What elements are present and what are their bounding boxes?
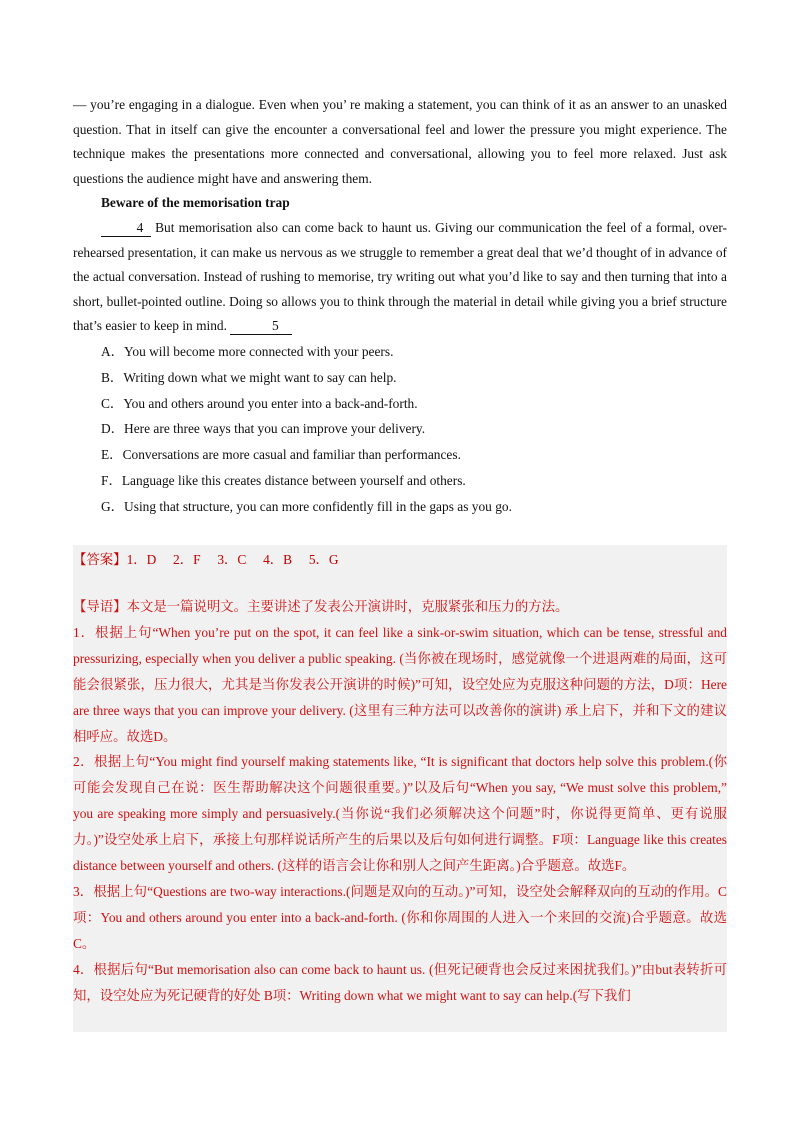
answer-label: 【答案】 [73,552,127,567]
option-b: B．Writing down what we might want to say can help. [101,369,397,385]
analysis-item-1: 1．根据上句“When you’re put on the spot, it can feel like a sink-or-swim situation, which can be tense, stressful and pressurizing, especially when you deliver a public speaking. (当你被在现场时，感觉就像一个进退两难的局面，这可能会很紧张，压力很大，尤其是当你发表公开演讲的时候)”可知，设空处应为克服这种问题的方法，D项：Here are three ways that you can improve your delivery. (这里有三种方法可以改善你的演讲) 承上启下，并和下文的建议相呼应。故选D。 [73,624,727,744]
analysis-section [73,594,727,1009]
analysis-item-2: 2．根据上句“You might find yourself making statements like, “It is significant that doctors help solve this problem.(你可能会发现自己在说：医生帮助解决这个问题很重要。)”以及后句“When you say, “We must solve this problem,” you are speaking more simply and persuasively.(当你说“我们必须解决这个问题”时，你说得更简单、更有说服力。)”设空处承上启下，承接上句那样说话所产生的后果以及后句如何进行调整。F项：Language like this creates distance between yourself and others. (这样的语言会让你和别人之间产生距离。)合乎题意。故选F。 [73,754,727,874]
option-c: C．You and others around you enter into a back-and-forth. [101,395,418,411]
passage-paragraph-1: — you’re engaging in a dialogue. Even when you’ re making a statement, you can think of it as an answer to an unasked question. That in itself can give the encounter a conversational feel and lower the pressure you might experience. The technique makes the presentations more connected and conversational, allowing you to feel more relaxed. Just ask questions the audience might have and answering them. [73,97,727,186]
analysis-item-3: 3．根据上句“Questions are two-way interactions.(问题是双向的互动。)”可知，设空处会解释双向的互动的作用。C项：You and others around you enter into a back-and-forth. (你和你周围的人进入一个来回的交流)合乎题意。故选C。 [73,883,727,951]
intro-text: 本文是一篇说明文。主要讲述了发表公开演讲时，克服紧张和压力的方法。 [126,599,569,614]
options-list [73,339,727,520]
analysis-item-4: 4．根据后句“But memorisation also can come back to haunt us. (但死记硬背也会反过来困扰我们。)”由but表转折可知，设空处应为死记硬背的好处 B项：Writing down what we might want to say can help.(写下我们 [73,961,727,1003]
intro-label: 【导语】 [73,599,127,614]
option-a: A．You will become more connected with your peers. [101,343,394,359]
passage [73,93,727,520]
answer-line [73,548,727,572]
blank-5[interactable]: 5 [230,318,292,335]
analysis-intro [73,594,727,620]
option-g: G．Using that structure, you can more confidently fill in the gaps as you go. [101,498,512,514]
answer-text: 1．D 2．F 3．C 4．B 5．G [126,552,339,567]
option-d: D．Here are three ways that you can improve your delivery. [101,421,426,437]
option-e: E．Conversations are more casual and familiar than performances. [101,447,461,463]
blank-4[interactable]: 4 [101,220,151,237]
option-f: F．Language like this creates distance between yourself and others. [101,472,466,488]
section-heading: Beware of the memorisation trap [101,195,290,211]
passage-paragraph-2-text: But memorisation also can come back to haunt us. Giving our communication the feel of a formal, over-rehearsed presentation, it can make us nervous as we struggle to remember a great deal that we’d thought of in advance of the actual conversation. Instead of rushing to memorise, try writing out what you’d like to say and then turning that into a short, bullet-pointed outline. Doing so allows you to think through the material in detail while giving you a brief structure that’s easier to keep in mind. [73,219,727,334]
passage-paragraph-2 [73,216,727,339]
